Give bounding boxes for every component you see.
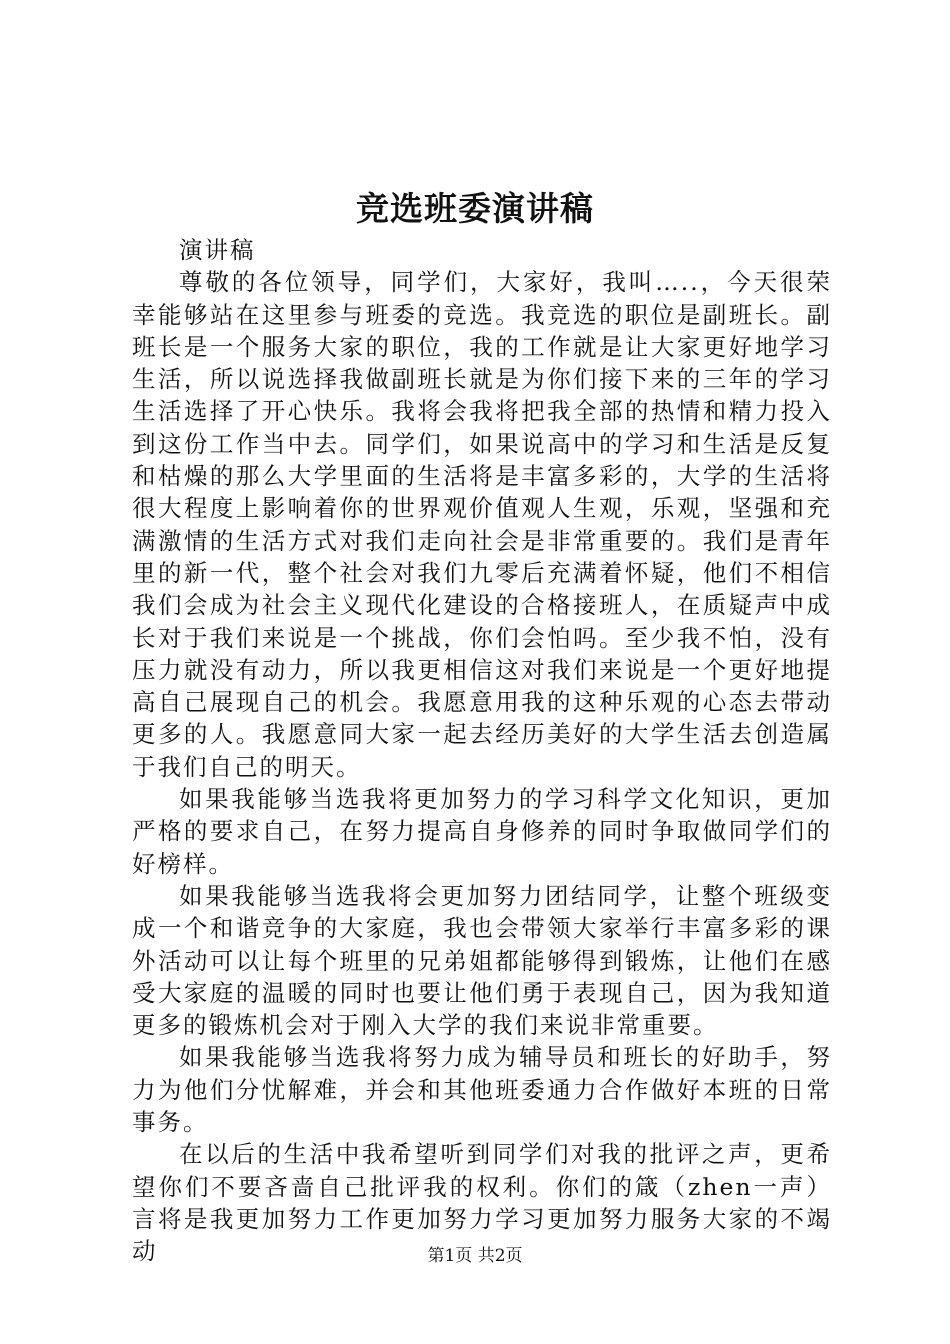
document-body (132, 234, 832, 1268)
paragraph: 如果我能够当选我将更加努力的学习科学文化知识，更加严格的要求自己，在努力提高自身修养的同时争取做同学们的好榜样。 (132, 785, 832, 878)
document-title: 竞选班委演讲稿 (356, 189, 594, 228)
paragraph: 演讲稿 (179, 236, 256, 264)
page-number-footer: 第1页 共2页 (427, 1246, 523, 1266)
paragraph: 如果我能够当选我将努力成为辅导员和班长的好助手，努力为他们分忧解难，并会和其他班委通力合作做好本班的日常事务。 (132, 1043, 832, 1137)
paragraph: 如果我能够当选我将会更加努力团结同学，让整个班级变成一个和谐竞争的大家庭，我也会带领大家举行丰富多彩的课外活动可以让每个班里的兄弟姐都能够得到锻炼，让他们在感受大家庭的温暖的同时也要让他们勇于表现自己，因为我知道更多的锻炼机会对于刚入大学的我们来说非常重要。 (132, 881, 832, 1040)
paragraph: 尊敬的各位领导，同学们，大家好，我叫…..，今天很荣幸能够站在这里参与班委的竞选。我竞选的职位是副班长。副班长是一个服务大家的职位，我的工作就是让大家更好地学习生活，所以说选择我做副班长就是为你们接下来的三年的学习生活选择了开心快乐。我将会我将把我全部的热情和精力投入到这份工作当中去。同学们，如果说高中的学习和生活是反复和枯燥的那么大学里面的生活将是丰富多彩的，大学的生活将很大程度上影响着你的世界观价值观人生观，乐观，坚强和充满激情的生活方式对我们走向社会是非常重要的。我们是青年里的新一代，整个社会对我们九零后充满着怀疑，他们不相信我们会成为社会主义现代化建设的合格接班人，在质疑声中成长对于我们来说是一个挑战，你们会怕吗。至少我不怕，没有压力就没有动力，所以我更相信这对我们来说是一个更好地提高自己展现自己的机会。我愿意用我的这种乐观的心态去带动更多的人。我愿意同大家一起去经历美好的大学生活去创造属于我们自己的明天。 (132, 268, 832, 781)
paragraph: 在以后的生活中我希望听到同学们对我的批评之声，更希望你们不要吝啬自己批评我的权利。你们的箴（zhen一声）言将是我更加努力工作更加努力学习更加努力服务大家的不竭动 (132, 1140, 832, 1266)
